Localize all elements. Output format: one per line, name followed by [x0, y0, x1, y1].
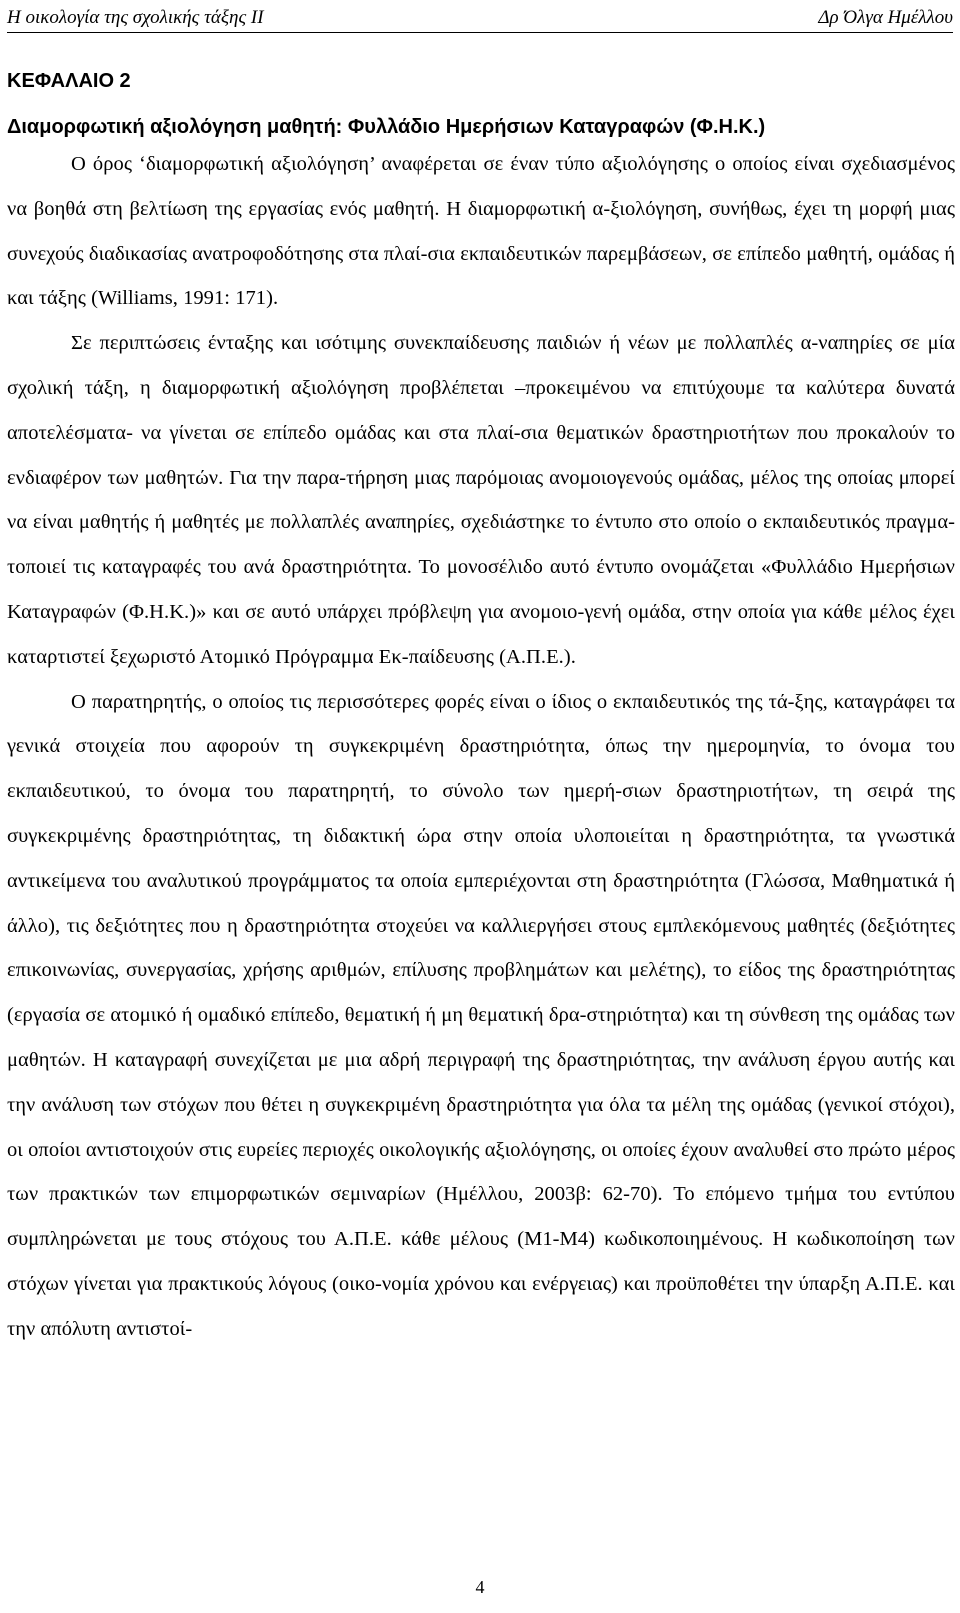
- body-paragraph: Ο παρατηρητής, ο οποίος τις περισσότερες φορές είναι ο ίδιος ο εκπαιδευτικός της τά-ξης, καταγράφει τα γενικά στοιχεία που αφορούν τη συγκεκριμένη δραστηριότητα, όπως την ημερομηνία, το όνομα του εκπαιδευτικού, το όνομα του παρατηρητή, το σύνολο των ημερή-σιων δραστηριοτήτων, τη σειρά της συγκεκριμένης δραστηριότητας, τη διδακτική ώρα στην οποία υλοποιείται η δραστηριότητα, τα γνωστικά αντικείμενα του αναλυτικού προγράμματος τα οποία εμπεριέχονται στη δραστηριότητα (Γλώσσα, Μαθηματικά ή άλλο), τις δεξιότητες που η δραστηριότητα στοχεύει να καλλιεργήσει στους εμπλεκόμενους μαθητές (δεξιότητες επικοινωνίας, συνεργασίας, χρήσης αριθμών, επίλυσης προβλημάτων και μελέτης), το είδος της δραστηριότητας (εργασία σε ατομικό ή ομαδικό επίπεδο, θεματική ή μη θεματική δρα-στηριότητα) και τη σύνθεση της ομάδας των μαθητών. Η καταγραφή συνεχίζεται με μια αδρή περιγραφή της δραστηριότητας, την ανάλυση έργου αυτής και την ανάλυση των στόχων που θέτει η συγκεκριμένη δραστηριότητα για όλα τα μέλη της ομάδας (γενικοί στόχοι), οι οποίοι αντιστοιχούν στις ευρείες περιοχές οικολογικής αξιολόγησης, οι οποίες έχουν αναλυθεί στο πρώτο μέρος των πρακτικών των επιμορφωτικών σεμιναρίων (Ημέλλου, 2003β: 62-70). Το επόμενο τμήμα του εντύπου συμπληρώνεται με τους στόχους του Α.Π.Ε. κάθε μέλους (Μ1-Μ4) κωδικοποιημένους. Η κωδικοποίηση των στόχων γίνεται για πρακτικούς λόγους (οικο-νομία χρόνου και ενέργειας) και προϋποθέτει την ύπαρξη Α.Π.Ε. και την απόλυτη αντιστοί-: [7, 690, 955, 1340]
- header-author: Δρ Όλγα Ημέλλου: [818, 7, 953, 28]
- section-title: Διαμορφωτική αξιολόγηση μαθητή: Φυλλάδιο Ημερήσιων Καταγραφών (Φ.Η.Κ.): [7, 116, 766, 138]
- chapter-heading: ΚΕΦΑΛΑΙΟ 2: [7, 70, 131, 92]
- page-number: 4: [475, 1577, 485, 1597]
- page-content: [7, 66, 955, 1352]
- running-header: [7, 6, 953, 33]
- body-paragraph: Σε περιπτώσεις ένταξης και ισότιμης συνεκπαίδευσης παιδιών ή νέων με πολλαπλές α-ναπηρίες σε μία σχολική τάξη, η διαμορφωτική αξιολόγηση προβλέπεται –προκειμένου να επιτύχουμε τα καλύτερα δυνατά αποτελέσματα- να γίνεται σε επίπεδο ομάδας και στα πλαί-σια θεματικών δραστηριοτήτων που προκαλούν το ενδιαφέρον των μαθητών. Για την παρα-τήρηση μιας παρόμοιας ανομοιογενούς ομάδας, μέλος της οποίας μπορεί να είναι μαθητής ή μαθητές με πολλαπλές αναπηρίες, σχεδιάστηκε το έντυπο στο οποίο ο εκπαιδευτικός πραγμα-τοποιεί τις καταγραφές του ανά δραστηριότητα. Το μονοσέλιδο αυτό έντυπο ονομάζεται «Φυλλάδιο Ημερήσιων Καταγραφών (Φ.Η.Κ.)» και σε αυτό υπάρχει πρόβλεψη για ανομοιο-γενή ομάδα, στην οποία για κάθε μέλος έχει καταρτιστεί ξεχωριστό Ατομικό Πρόγραμμα Εκ-παίδευσης (Α.Π.Ε.).: [7, 332, 955, 668]
- body-paragraph: Ο όρος ‘διαμορφωτική αξιολόγηση’ αναφέρεται σε έναν τύπο αξιολόγησης ο οποίος είναι σχεδιασμένος να βοηθά στη βελτίωση της εργασίας ενός μαθητή. Η διαμορφωτική α-ξιολόγηση, συνήθως, έχει τη μορφή μιας συνεχούς διαδικασίας ανατροφοδότησης στα πλαί-σια εκπαιδευτικών παρεμβάσεων, σε επίπεδο μαθητή, ομάδας ή και τάξης (Williams, 1991: 171).: [7, 153, 955, 310]
- header-book-title: Η οικολογία της σχολικής τάξης ΙΙ: [7, 7, 264, 28]
